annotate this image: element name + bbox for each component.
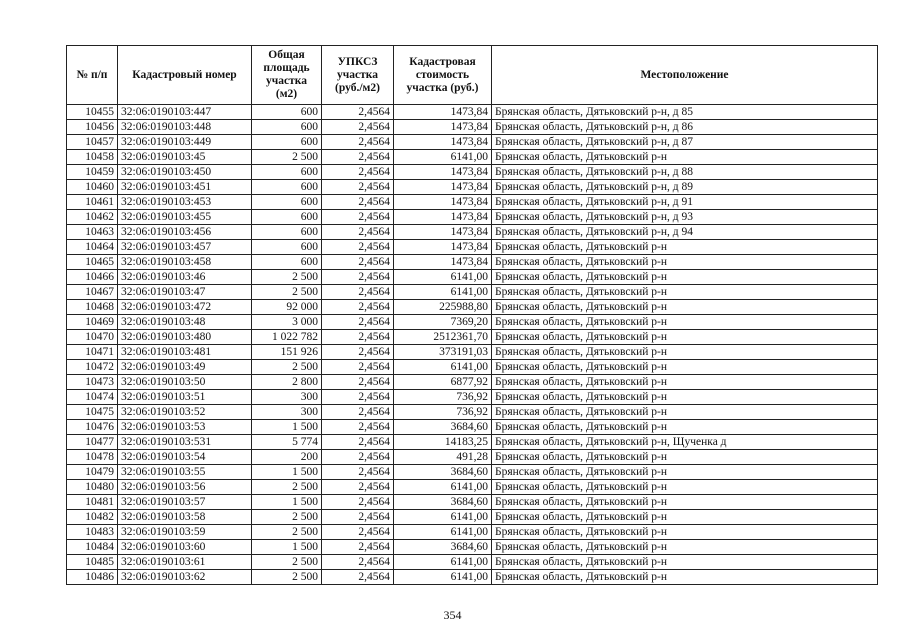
rate-value: 2,4564 xyxy=(322,195,394,210)
table-body xyxy=(67,105,878,585)
table-row xyxy=(67,510,878,525)
area-value: 1 500 xyxy=(252,420,322,435)
cadastral-number: 32:06:0190103:52 xyxy=(118,405,252,420)
area-value: 600 xyxy=(252,195,322,210)
cost-value: 1473,84 xyxy=(394,180,492,195)
cost-value: 6141,00 xyxy=(394,525,492,540)
table-row xyxy=(67,405,878,420)
table-row xyxy=(67,165,878,180)
rate-value: 2,4564 xyxy=(322,495,394,510)
rate-value: 2,4564 xyxy=(322,150,394,165)
table-row xyxy=(67,375,878,390)
rate-value: 2,4564 xyxy=(322,540,394,555)
row-number: 10463 xyxy=(67,225,118,240)
cadastral-number: 32:06:0190103:54 xyxy=(118,450,252,465)
table-row xyxy=(67,180,878,195)
area-value: 1 500 xyxy=(252,540,322,555)
location-text: Брянская область, Дятьковский р-н xyxy=(492,300,878,315)
area-value: 1 500 xyxy=(252,495,322,510)
location-text: Брянская область, Дятьковский р-н xyxy=(492,330,878,345)
cost-value: 1473,84 xyxy=(394,165,492,180)
row-number: 10460 xyxy=(67,180,118,195)
location-text: Брянская область, Дятьковский р-н, д 88 xyxy=(492,165,878,180)
cost-value: 1473,84 xyxy=(394,210,492,225)
area-value: 300 xyxy=(252,405,322,420)
cadastral-number: 32:06:0190103:449 xyxy=(118,135,252,150)
area-value: 151 926 xyxy=(252,345,322,360)
row-number: 10482 xyxy=(67,510,118,525)
cadastral-number: 32:06:0190103:451 xyxy=(118,180,252,195)
row-number: 10471 xyxy=(67,345,118,360)
cadastral-number: 32:06:0190103:456 xyxy=(118,225,252,240)
row-number: 10461 xyxy=(67,195,118,210)
area-value: 600 xyxy=(252,255,322,270)
location-text: Брянская область, Дятьковский р-н xyxy=(492,525,878,540)
cadastral-number: 32:06:0190103:455 xyxy=(118,210,252,225)
rate-value: 2,4564 xyxy=(322,315,394,330)
cadastral-table xyxy=(66,45,878,585)
cost-value: 491,28 xyxy=(394,450,492,465)
area-value: 5 774 xyxy=(252,435,322,450)
row-number: 10485 xyxy=(67,555,118,570)
cadastral-number: 32:06:0190103:450 xyxy=(118,165,252,180)
cost-value: 736,92 xyxy=(394,390,492,405)
area-value: 600 xyxy=(252,135,322,150)
area-value: 600 xyxy=(252,105,322,120)
location-text: Брянская область, Дятьковский р-н xyxy=(492,315,878,330)
cadastral-number: 32:06:0190103:48 xyxy=(118,315,252,330)
area-value: 600 xyxy=(252,120,322,135)
cadastral-number: 32:06:0190103:45 xyxy=(118,150,252,165)
table-row xyxy=(67,315,878,330)
row-number: 10477 xyxy=(67,435,118,450)
header-area: Общая площадь участка (м2) xyxy=(252,46,322,105)
cost-value: 6141,00 xyxy=(394,270,492,285)
row-number: 10466 xyxy=(67,270,118,285)
header-cadastral-number: Кадастровый номер xyxy=(118,46,252,105)
cadastral-number: 32:06:0190103:480 xyxy=(118,330,252,345)
table-row xyxy=(67,105,878,120)
row-number: 10473 xyxy=(67,375,118,390)
table-row xyxy=(67,195,878,210)
location-text: Брянская область, Дятьковский р-н xyxy=(492,360,878,375)
cadastral-number: 32:06:0190103:458 xyxy=(118,255,252,270)
header-num: № п/п xyxy=(67,46,118,105)
cadastral-number: 32:06:0190103:55 xyxy=(118,465,252,480)
row-number: 10468 xyxy=(67,300,118,315)
table-row xyxy=(67,300,878,315)
location-text: Брянская область, Дятьковский р-н xyxy=(492,480,878,495)
location-text: Брянская область, Дятьковский р-н xyxy=(492,465,878,480)
location-text: Брянская область, Дятьковский р-н xyxy=(492,555,878,570)
area-value: 1 500 xyxy=(252,465,322,480)
location-text: Брянская область, Дятьковский р-н xyxy=(492,450,878,465)
area-value: 1 022 782 xyxy=(252,330,322,345)
table-row xyxy=(67,525,878,540)
cadastral-number: 32:06:0190103:58 xyxy=(118,510,252,525)
table-row xyxy=(67,360,878,375)
rate-value: 2,4564 xyxy=(322,510,394,525)
location-text: Брянская область, Дятьковский р-н xyxy=(492,510,878,525)
cadastral-number: 32:06:0190103:457 xyxy=(118,240,252,255)
rate-value: 2,4564 xyxy=(322,225,394,240)
table-row xyxy=(67,450,878,465)
area-value: 200 xyxy=(252,450,322,465)
cadastral-number: 32:06:0190103:62 xyxy=(118,570,252,585)
row-number: 10475 xyxy=(67,405,118,420)
area-value: 2 800 xyxy=(252,375,322,390)
cost-value: 1473,84 xyxy=(394,105,492,120)
rate-value: 2,4564 xyxy=(322,450,394,465)
cost-value: 1473,84 xyxy=(394,240,492,255)
cost-value: 3684,60 xyxy=(394,465,492,480)
rate-value: 2,4564 xyxy=(322,390,394,405)
cost-value: 3684,60 xyxy=(394,495,492,510)
table-row xyxy=(67,330,878,345)
row-number: 10481 xyxy=(67,495,118,510)
location-text: Брянская область, Дятьковский р-н, д 94 xyxy=(492,225,878,240)
location-text: Брянская область, Дятьковский р-н, д 91 xyxy=(492,195,878,210)
table-row xyxy=(67,210,878,225)
row-number: 10464 xyxy=(67,240,118,255)
area-value: 2 500 xyxy=(252,150,322,165)
cadastral-number: 32:06:0190103:61 xyxy=(118,555,252,570)
location-text: Брянская область, Дятьковский р-н, д 86 xyxy=(492,120,878,135)
rate-value: 2,4564 xyxy=(322,180,394,195)
cost-value: 14183,25 xyxy=(394,435,492,450)
rate-value: 2,4564 xyxy=(322,165,394,180)
area-value: 2 500 xyxy=(252,525,322,540)
rate-value: 2,4564 xyxy=(322,210,394,225)
row-number: 10484 xyxy=(67,540,118,555)
cadastral-number: 32:06:0190103:57 xyxy=(118,495,252,510)
rate-value: 2,4564 xyxy=(322,330,394,345)
cost-value: 6141,00 xyxy=(394,510,492,525)
rate-value: 2,4564 xyxy=(322,405,394,420)
area-value: 300 xyxy=(252,390,322,405)
cadastral-number: 32:06:0190103:47 xyxy=(118,285,252,300)
cost-value: 1473,84 xyxy=(394,195,492,210)
location-text: Брянская область, Дятьковский р-н xyxy=(492,255,878,270)
rate-value: 2,4564 xyxy=(322,105,394,120)
location-text: Брянская область, Дятьковский р-н xyxy=(492,270,878,285)
row-number: 10465 xyxy=(67,255,118,270)
table-row xyxy=(67,345,878,360)
table-row xyxy=(67,390,878,405)
table-row xyxy=(67,240,878,255)
cost-value: 6141,00 xyxy=(394,360,492,375)
cost-value: 1473,84 xyxy=(394,135,492,150)
location-text: Брянская область, Дятьковский р-н xyxy=(492,540,878,555)
rate-value: 2,4564 xyxy=(322,240,394,255)
location-text: Брянская область, Дятьковский р-н xyxy=(492,375,878,390)
cost-value: 2512361,70 xyxy=(394,330,492,345)
cadastral-number: 32:06:0190103:531 xyxy=(118,435,252,450)
table-row xyxy=(67,480,878,495)
rate-value: 2,4564 xyxy=(322,120,394,135)
row-number: 10476 xyxy=(67,420,118,435)
table-row xyxy=(67,120,878,135)
rate-value: 2,4564 xyxy=(322,420,394,435)
cost-value: 1473,84 xyxy=(394,120,492,135)
rate-value: 2,4564 xyxy=(322,285,394,300)
page-number: 354 xyxy=(443,608,462,622)
area-value: 600 xyxy=(252,210,322,225)
table-row xyxy=(67,570,878,585)
rate-value: 2,4564 xyxy=(322,300,394,315)
cadastral-number: 32:06:0190103:453 xyxy=(118,195,252,210)
cost-value: 6141,00 xyxy=(394,570,492,585)
location-text: Брянская область, Дятьковский р-н xyxy=(492,405,878,420)
header-cost: Кадастровая стоимость участка (руб.) xyxy=(394,46,492,105)
cadastral-number: 32:06:0190103:46 xyxy=(118,270,252,285)
area-value: 92 000 xyxy=(252,300,322,315)
cadastral-number: 32:06:0190103:49 xyxy=(118,360,252,375)
cadastral-number: 32:06:0190103:472 xyxy=(118,300,252,315)
table-row xyxy=(67,540,878,555)
table-row xyxy=(67,150,878,165)
cost-value: 6141,00 xyxy=(394,150,492,165)
table-row xyxy=(67,135,878,150)
area-value: 2 500 xyxy=(252,270,322,285)
table-header xyxy=(67,46,878,105)
location-text: Брянская область, Дятьковский р-н xyxy=(492,345,878,360)
cost-value: 1473,84 xyxy=(394,225,492,240)
location-text: Брянская область, Дятьковский р-н, д 89 xyxy=(492,180,878,195)
cost-value: 6141,00 xyxy=(394,285,492,300)
table-row xyxy=(67,435,878,450)
cost-value: 6141,00 xyxy=(394,480,492,495)
location-text: Брянская область, Дятьковский р-н, Щученка д xyxy=(492,435,878,450)
rate-value: 2,4564 xyxy=(322,555,394,570)
rate-value: 2,4564 xyxy=(322,465,394,480)
area-value: 2 500 xyxy=(252,510,322,525)
row-number: 10456 xyxy=(67,120,118,135)
location-text: Брянская область, Дятьковский р-н xyxy=(492,570,878,585)
cadastral-number: 32:06:0190103:447 xyxy=(118,105,252,120)
location-text: Брянская область, Дятьковский р-н xyxy=(492,495,878,510)
cadastral-number: 32:06:0190103:481 xyxy=(118,345,252,360)
row-number: 10459 xyxy=(67,165,118,180)
table-row xyxy=(67,465,878,480)
row-number: 10472 xyxy=(67,360,118,375)
cadastral-number: 32:06:0190103:60 xyxy=(118,540,252,555)
rate-value: 2,4564 xyxy=(322,525,394,540)
header-rate: УПКСЗ участка (руб./м2) xyxy=(322,46,394,105)
cadastral-number: 32:06:0190103:59 xyxy=(118,525,252,540)
cost-value: 1473,84 xyxy=(394,255,492,270)
cadastral-number: 32:06:0190103:56 xyxy=(118,480,252,495)
row-number: 10478 xyxy=(67,450,118,465)
row-number: 10483 xyxy=(67,525,118,540)
cadastral-number: 32:06:0190103:448 xyxy=(118,120,252,135)
cost-value: 225988,80 xyxy=(394,300,492,315)
row-number: 10470 xyxy=(67,330,118,345)
cadastral-number: 32:06:0190103:50 xyxy=(118,375,252,390)
cost-value: 3684,60 xyxy=(394,420,492,435)
rate-value: 2,4564 xyxy=(322,135,394,150)
table-row xyxy=(67,225,878,240)
cost-value: 6141,00 xyxy=(394,555,492,570)
location-text: Брянская область, Дятьковский р-н, д 93 xyxy=(492,210,878,225)
table-row xyxy=(67,420,878,435)
location-text: Брянская область, Дятьковский р-н xyxy=(492,420,878,435)
row-number: 10474 xyxy=(67,390,118,405)
cadastral-number: 32:06:0190103:51 xyxy=(118,390,252,405)
cost-value: 736,92 xyxy=(394,405,492,420)
row-number: 10479 xyxy=(67,465,118,480)
table-row xyxy=(67,285,878,300)
cost-value: 7369,20 xyxy=(394,315,492,330)
row-number: 10469 xyxy=(67,315,118,330)
row-number: 10480 xyxy=(67,480,118,495)
rate-value: 2,4564 xyxy=(322,570,394,585)
location-text: Брянская область, Дятьковский р-н, д 85 xyxy=(492,105,878,120)
rate-value: 2,4564 xyxy=(322,360,394,375)
row-number: 10458 xyxy=(67,150,118,165)
row-number: 10462 xyxy=(67,210,118,225)
location-text: Брянская область, Дятьковский р-н xyxy=(492,240,878,255)
area-value: 2 500 xyxy=(252,480,322,495)
rate-value: 2,4564 xyxy=(322,270,394,285)
table-row xyxy=(67,555,878,570)
header-row xyxy=(67,46,878,105)
table-row xyxy=(67,495,878,510)
area-value: 3 000 xyxy=(252,315,322,330)
cost-value: 373191,03 xyxy=(394,345,492,360)
location-text: Брянская область, Дятьковский р-н xyxy=(492,285,878,300)
location-text: Брянская область, Дятьковский р-н, д 87 xyxy=(492,135,878,150)
rate-value: 2,4564 xyxy=(322,435,394,450)
header-location: Местоположение xyxy=(492,46,878,105)
cost-value: 6877,92 xyxy=(394,375,492,390)
rate-value: 2,4564 xyxy=(322,255,394,270)
area-value: 2 500 xyxy=(252,555,322,570)
area-value: 600 xyxy=(252,180,322,195)
area-value: 2 500 xyxy=(252,360,322,375)
area-value: 600 xyxy=(252,225,322,240)
table-row xyxy=(67,270,878,285)
area-value: 2 500 xyxy=(252,285,322,300)
row-number: 10486 xyxy=(67,570,118,585)
cost-value: 3684,60 xyxy=(394,540,492,555)
row-number: 10457 xyxy=(67,135,118,150)
cadastral-number: 32:06:0190103:53 xyxy=(118,420,252,435)
area-value: 600 xyxy=(252,165,322,180)
location-text: Брянская область, Дятьковский р-н xyxy=(492,150,878,165)
document-page xyxy=(66,45,877,585)
row-number: 10455 xyxy=(67,105,118,120)
rate-value: 2,4564 xyxy=(322,480,394,495)
area-value: 600 xyxy=(252,240,322,255)
rate-value: 2,4564 xyxy=(322,345,394,360)
table-row xyxy=(67,255,878,270)
row-number: 10467 xyxy=(67,285,118,300)
rate-value: 2,4564 xyxy=(322,375,394,390)
area-value: 2 500 xyxy=(252,570,322,585)
location-text: Брянская область, Дятьковский р-н xyxy=(492,390,878,405)
